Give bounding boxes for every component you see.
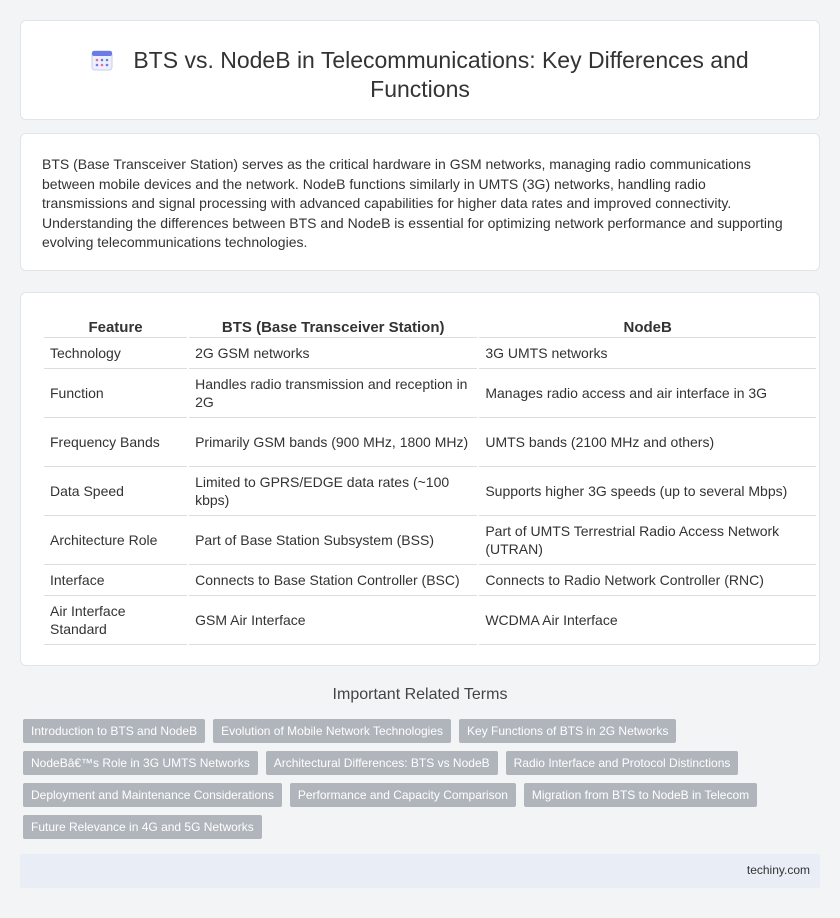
intro-paragraph: BTS (Base Transceiver Station) serves as the critical hardware in GSM networks, managing radio communications between mobile devices and the network. NodeB functions similarly in UMTS (3G) networks, handling radio transmissions and signal processing with advanced capabilities for higher data rates and improved connectivity. Understanding the differences between BTS and NodeB is essential for optimizing network performance and supporting evolving telecommunications technologies. <box>42 156 783 250</box>
related-term-tag[interactable]: Future Relevance in 4G and 5G Networks <box>23 815 262 839</box>
related-term-tag[interactable]: Deployment and Maintenance Considerations <box>23 783 282 807</box>
table-row <box>44 338 816 369</box>
calendar-icon <box>91 49 113 71</box>
comparison-card <box>20 292 820 666</box>
comparison-table <box>42 318 818 645</box>
feature-cell: Architecture Role <box>44 516 187 565</box>
page-title <box>21 46 819 104</box>
nodeb-cell: 3G UMTS networks <box>479 338 816 369</box>
related-term-tag[interactable]: Architectural Differences: BTS vs NodeB <box>266 751 498 775</box>
related-term-tag[interactable]: NodeBâ€™s Role in 3G UMTS Networks <box>23 751 258 775</box>
feature-cell: Air Interface Standard <box>44 596 187 645</box>
table-row <box>44 369 816 418</box>
header-nodeb: NodeB <box>479 318 816 338</box>
nodeb-cell: Connects to Radio Network Controller (RNC) <box>479 565 816 596</box>
bts-cell: Connects to Base Station Controller (BSC) <box>189 565 477 596</box>
related-term-tag[interactable]: Radio Interface and Protocol Distinctions <box>506 751 739 775</box>
related-term-tag[interactable]: Migration from BTS to NodeB in Telecom <box>524 783 757 807</box>
related-term-tag[interactable]: Evolution of Mobile Network Technologies <box>213 719 451 743</box>
related-term-tag[interactable]: Performance and Capacity Comparison <box>290 783 516 807</box>
bts-cell: Primarily GSM bands (900 MHz, 1800 MHz) <box>189 418 477 467</box>
header-card <box>20 20 820 120</box>
feature-cell: Function <box>44 369 187 418</box>
intro-card <box>20 133 820 271</box>
title-text: BTS vs. NodeB in Telecommunications: Key Differences and Functions <box>133 47 749 102</box>
nodeb-cell: Supports higher 3G speeds (up to several Mbps) <box>479 467 816 516</box>
header-bts: BTS (Base Transceiver Station) <box>189 318 477 338</box>
table-row <box>44 516 816 565</box>
feature-cell: Technology <box>44 338 187 369</box>
related-terms-list <box>23 719 813 839</box>
bts-cell: Limited to GPRS/EDGE data rates (~100 kbps) <box>189 467 477 516</box>
bts-cell: 2G GSM networks <box>189 338 477 369</box>
related-term-tag[interactable]: Key Functions of BTS in 2G Networks <box>459 719 676 743</box>
feature-cell: Data Speed <box>44 467 187 516</box>
footer <box>20 854 820 888</box>
related-term-tag[interactable]: Introduction to BTS and NodeB <box>23 719 205 743</box>
footer-brand[interactable]: techiny.com <box>746 863 810 877</box>
feature-cell: Interface <box>44 565 187 596</box>
table-row <box>44 418 816 467</box>
table-row <box>44 467 816 516</box>
feature-cell: Frequency Bands <box>44 418 187 467</box>
nodeb-cell: Part of UMTS Terrestrial Radio Access Network (UTRAN) <box>479 516 816 565</box>
table-header-row <box>44 318 816 338</box>
nodeb-cell: WCDMA Air Interface <box>479 596 816 645</box>
bts-cell: GSM Air Interface <box>189 596 477 645</box>
nodeb-cell: UMTS bands (2100 MHz and others) <box>479 418 816 467</box>
table-row <box>44 565 816 596</box>
bts-cell: Part of Base Station Subsystem (BSS) <box>189 516 477 565</box>
bts-cell: Handles radio transmission and reception in 2G <box>189 369 477 418</box>
related-terms-title: Important Related Terms <box>332 686 508 703</box>
header-feature: Feature <box>44 318 187 338</box>
table-row <box>44 596 816 645</box>
nodeb-cell: Manages radio access and air interface in 3G <box>479 369 816 418</box>
